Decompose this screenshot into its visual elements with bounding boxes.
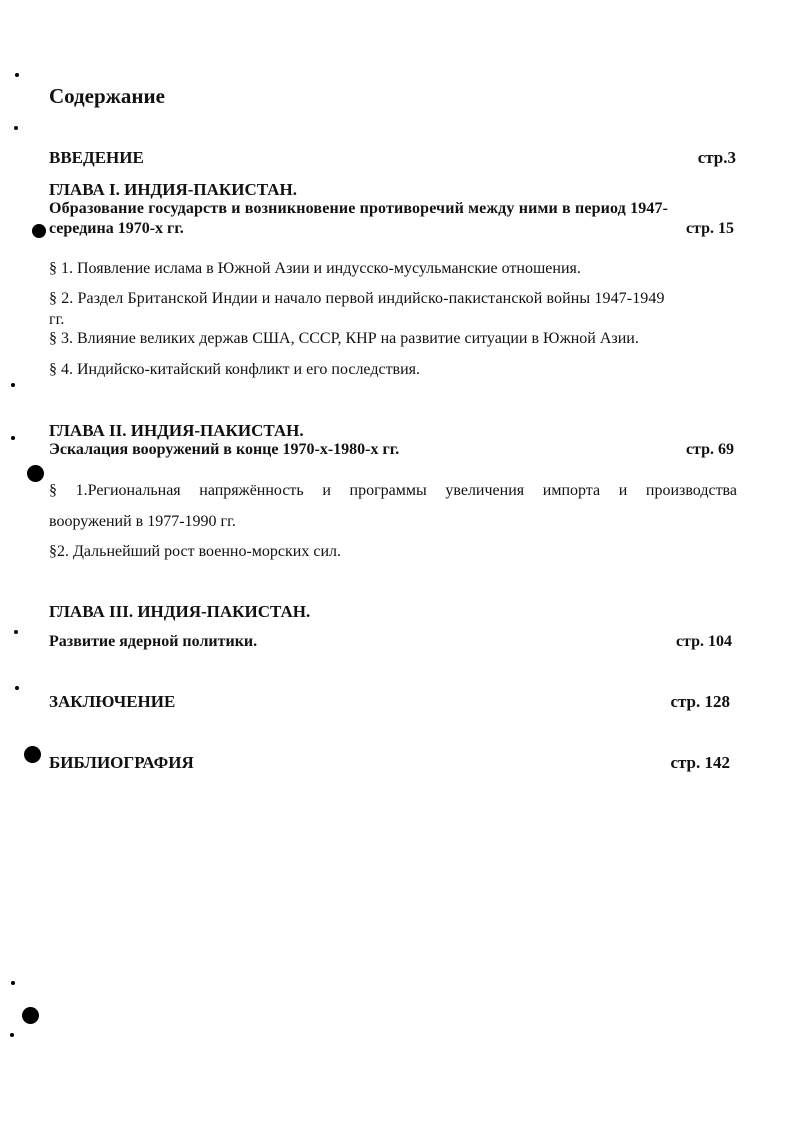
chapter2-section-1-cont: вооружений в 1977-1990 гг. xyxy=(49,513,236,530)
hole-punch-mark xyxy=(24,746,41,763)
hole-punch-mark xyxy=(22,1007,39,1024)
chapter1-page: стр. 15 xyxy=(685,220,734,237)
chapter2-section-1: § 1.Региональная напряжённость и программы увеличения импорта и производства xyxy=(49,482,737,499)
scan-speck xyxy=(11,436,15,440)
page-title: Содержание xyxy=(49,84,165,108)
scan-speck xyxy=(11,383,15,387)
chapter1-heading: ГЛАВА I. ИНДИЯ-ПАКИСТАН. xyxy=(49,180,297,199)
bibliography-page: стр. 142 xyxy=(670,753,730,772)
conclusion-label: ЗАКЛЮЧЕНИЕ xyxy=(49,692,176,711)
chapter3-page: стр. 104 xyxy=(675,633,732,650)
bibliography-label: БИБЛИОГРАФИЯ xyxy=(49,753,194,772)
scan-speck xyxy=(14,630,18,634)
chapter1-section-1: § 1. Появление ислама в Южной Азии и индусско-мусульманские отношения. xyxy=(49,260,581,277)
conclusion-page: стр. 128 xyxy=(670,692,730,711)
scan-speck xyxy=(15,686,19,690)
chapter1-subtitle-cont: середина 1970-х гг. xyxy=(49,220,184,237)
scan-speck xyxy=(14,126,18,130)
chapter1-section-2-cont: гг. xyxy=(49,311,65,328)
chapter1-section-4: § 4. Индийско-китайский конфликт и его последствия. xyxy=(49,361,421,378)
scan-speck xyxy=(15,73,19,77)
chapter2-heading: ГЛАВА II. ИНДИЯ-ПАКИСТАН. xyxy=(49,421,304,440)
chapter3-subtitle: Развитие ядерной политики. xyxy=(49,633,258,650)
chapter1-section-2: § 2. Раздел Британской Индии и начало первой индийско-пакистанской войны 1947-1949 xyxy=(49,290,665,307)
scan-speck xyxy=(10,1033,14,1037)
chapter1-subtitle: Образование государств и возникновение противоречий между ними в период 1947- xyxy=(49,200,669,217)
chapter2-section-2: §2. Дальнейший рост военно-морских сил. xyxy=(49,543,342,560)
chapter1-section-3: § 3. Влияние великих держав США, СССР, КНР на развитие ситуации в Южной Азии. xyxy=(49,330,639,347)
intro-label: ВВЕДЕНИЕ xyxy=(49,148,144,167)
chapter2-page: стр. 69 xyxy=(685,441,734,458)
hole-punch-mark xyxy=(27,465,44,482)
chapter3-heading: ГЛАВА III. ИНДИЯ-ПАКИСТАН. xyxy=(49,602,311,621)
hole-punch-mark xyxy=(32,224,46,238)
chapter2-subtitle: Эскалация вооружений в конце 1970-х-1980-х гг. xyxy=(49,441,400,458)
scan-speck xyxy=(11,981,15,985)
intro-page: стр.3 xyxy=(697,148,736,167)
